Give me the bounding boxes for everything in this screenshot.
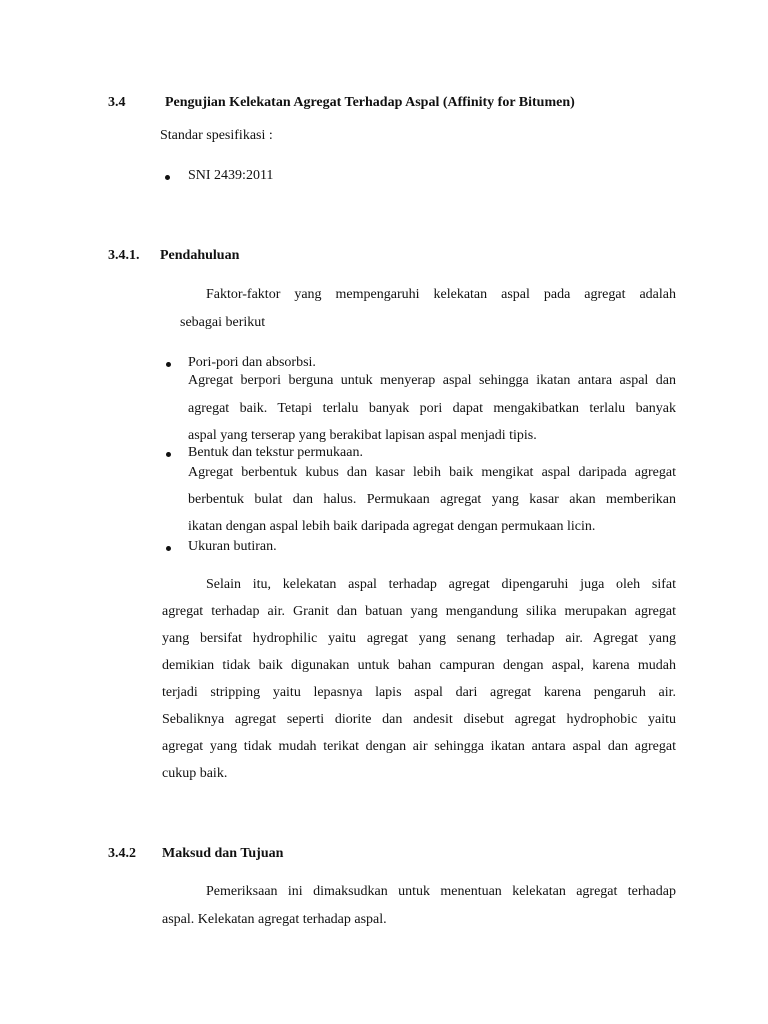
standard-item: SNI 2439:2011 [188, 168, 274, 183]
section-number-3-4: 3.4 [108, 95, 126, 110]
paragraph-line: yang bersifat hydrophilic yaitu agregat yang senang terhadap air. Agregat yang [162, 631, 676, 646]
intro-line: sebagai berikut [180, 315, 266, 330]
paragraph-line: Pemeriksaan ini dimaksudkan untuk menentuan kelekatan agregat terhadap [206, 884, 676, 899]
bullet-icon [166, 362, 171, 367]
section-title-3-4-1: Pendahuluan [160, 248, 240, 263]
bullet-icon [166, 546, 171, 551]
factor-line: Agregat berpori berguna untuk menyerap aspal sehingga ikatan antara aspal dan [188, 373, 676, 388]
section-number-3-4-2: 3.4.2 [108, 846, 136, 861]
paragraph-line: Sebaliknya agregat seperti diorite dan andesit disebut agregat hydrophobic yaitu [162, 712, 676, 727]
section-title-3-4: Pengujian Kelekatan Agregat Terhadap Aspal (Affinity for Bitumen) [165, 95, 575, 110]
paragraph-line: terjadi stripping yaitu lepasnya lapis aspal dari agregat karena pengaruh air. [162, 685, 676, 700]
paragraph-line: agregat terhadap air. Granit dan batuan yang mengandung silika merupakan agregat [162, 604, 676, 619]
paragraph-line: cukup baik. [162, 766, 228, 781]
section-title-3-4-2: Maksud dan Tujuan [162, 846, 284, 861]
factor-line: berbentuk bulat dan halus. Permukaan agregat yang kasar akan memberikan [188, 492, 676, 507]
bullet-icon [166, 452, 171, 457]
factor-label: Bentuk dan tekstur permukaan. [188, 445, 363, 460]
paragraph-line: Selain itu, kelekatan aspal terhadap agregat dipengaruhi juga oleh sifat [206, 577, 676, 592]
factor-label: Ukuran butiran. [188, 539, 277, 554]
factor-line: aspal yang terserap yang berakibat lapisan aspal menjadi tipis. [188, 428, 537, 443]
paragraph-line: agregat yang tidak mudah terikat dengan air sehingga ikatan antara aspal dan agregat [162, 739, 676, 754]
bullet-icon [165, 175, 170, 180]
paragraph-line: demikian tidak baik digunakan untuk bahan campuran dengan aspal, karena mudah [162, 658, 676, 673]
factor-line: agregat baik. Tetapi terlalu banyak pori dapat mengakibatkan terlalu banyak [188, 401, 676, 416]
factor-line: ikatan dengan aspal lebih baik daripada agregat dengan permukaan licin. [188, 519, 596, 534]
intro-line: Faktor-faktor yang mempengaruhi kelekatan aspal pada agregat adalah [206, 287, 676, 302]
paragraph-line: aspal. Kelekatan agregat terhadap aspal. [162, 912, 387, 927]
standard-label: Standar spesifikasi : [160, 128, 273, 143]
factor-label: Pori-pori dan absorbsi. [188, 355, 316, 370]
factor-line: Agregat berbentuk kubus dan kasar lebih baik mengikat aspal daripada agregat [188, 465, 676, 480]
section-number-3-4-1: 3.4.1. [108, 248, 140, 263]
